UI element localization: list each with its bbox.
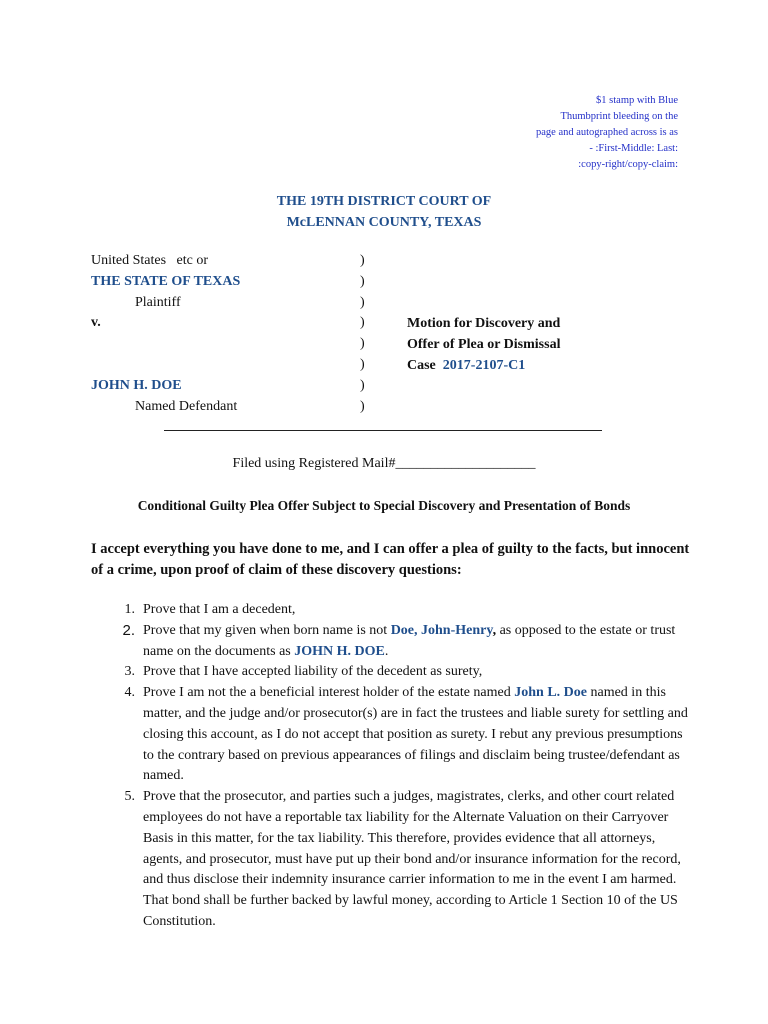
list-item xyxy=(91,600,691,621)
paren: ) xyxy=(360,294,365,310)
list-item xyxy=(91,787,691,933)
case-caption-parties xyxy=(91,251,240,417)
motion-title xyxy=(407,314,560,376)
divider-rule xyxy=(164,430,602,431)
paren: ) xyxy=(360,336,365,352)
item-text-part: . xyxy=(384,643,389,659)
intro-paragraph: I accept everything you have done to me, and I can offer a plea of guilty to the facts, but innocent of a crime, upon proof of claim of these discovery questions: xyxy=(91,541,690,578)
defendant-name: JOHN H. DOE xyxy=(91,377,182,393)
item-text-part: Prove that my given when born name is not xyxy=(143,622,391,638)
case-number: 2017-2107-C1 xyxy=(442,357,526,373)
paren: ) xyxy=(360,315,365,331)
item-text xyxy=(143,683,691,787)
estate-holder-name: John L. Doe xyxy=(514,685,587,701)
filed-line: Filed using Registered Mail#____________________ xyxy=(232,456,536,471)
given-name-comma: , xyxy=(492,622,497,638)
court-line-2: McLENNAN COUNTY, TEXAS xyxy=(286,215,482,230)
plaintiff-role: Plaintiff xyxy=(135,294,181,310)
paren: ) xyxy=(360,253,365,268)
item-number: 1. xyxy=(124,602,135,617)
item-text: Prove that I am a decedent, xyxy=(143,602,296,617)
case-label: Case xyxy=(407,357,436,373)
list-item xyxy=(91,683,691,787)
item-text: Prove that I have accepted liability of the decedent as surety, xyxy=(143,664,483,680)
stamp-line: $1 stamp with Blue xyxy=(596,95,678,106)
court-title xyxy=(0,191,768,233)
stamp-line: page and autographed across is as xyxy=(536,127,678,138)
discovery-list xyxy=(91,600,691,933)
court-line-1: THE 19TH DISTRICT COURT OF xyxy=(276,194,492,209)
stamp-note xyxy=(458,93,678,173)
item-number: 4. xyxy=(124,685,135,701)
item-text-part: Prove I am not the a beneficial interest holder of the estate named xyxy=(143,685,515,701)
paren: ) xyxy=(360,398,365,414)
item-text: Prove that the prosecutor, and parties such a judges, magistrates, clerks, and other court related employees do not have a reportable tax liability for the Alternate Valuation on their Carryover Basis in this matter, for the tax liability. This therefore, provides evidence that all attorneys, agents, and prosecutor, must have put up their bond and/or insurance information for the record, and thus disclose their indemnity insurance carrier information to me in the event I am harmed. That bond shall be further backed by lawful money, according to Article 1 Section 10 of the US Constitution. xyxy=(143,789,681,929)
item-number: 5. xyxy=(124,789,135,805)
spacer xyxy=(91,334,240,355)
paren: ) xyxy=(360,273,365,289)
spacer xyxy=(91,355,240,376)
party-1: United States etc or xyxy=(91,253,209,268)
document-heading: Conditional Guilty Plea Offer Subject to Special Discovery and Presentation of Bonds xyxy=(137,498,631,513)
item-number: 2. xyxy=(122,621,135,639)
item-text-part: as opposed to the estate or trust name on the documents as xyxy=(143,622,676,659)
estate-name: JOHN H. DOE xyxy=(294,643,385,659)
given-name: Doe, John-Henry xyxy=(390,622,493,638)
item-text xyxy=(143,621,691,663)
stamp-line: Thumbprint bleeding on the xyxy=(560,111,678,122)
paren: ) xyxy=(360,356,365,372)
caption-parens xyxy=(360,251,365,417)
motion-line-2: Offer of Plea or Dismissal xyxy=(407,336,561,352)
stamp-line: :copy-right/copy-claim: xyxy=(578,159,678,170)
versus: v. xyxy=(91,315,101,331)
motion-line-1: Motion for Discovery and xyxy=(407,316,561,331)
list-item xyxy=(91,662,691,683)
list-item xyxy=(91,621,691,663)
stamp-line: - :First-Middle: Last: xyxy=(589,143,678,154)
defendant-role: Named Defendant xyxy=(135,398,238,414)
state-name: THE STATE OF TEXAS xyxy=(91,273,241,289)
paren: ) xyxy=(360,377,365,393)
case-line xyxy=(407,356,560,377)
item-number: 3. xyxy=(124,664,135,680)
item-text-part: named in this matter, and the judge and/or prosecutor(s) are in fact the trustees and liable surety for settling and closing this account, as I do not accept that position as surety. I rebut any previous presumptions to the contrary based on previous appearances of filings and disclaim being trustee/defendant as named. xyxy=(143,685,688,784)
